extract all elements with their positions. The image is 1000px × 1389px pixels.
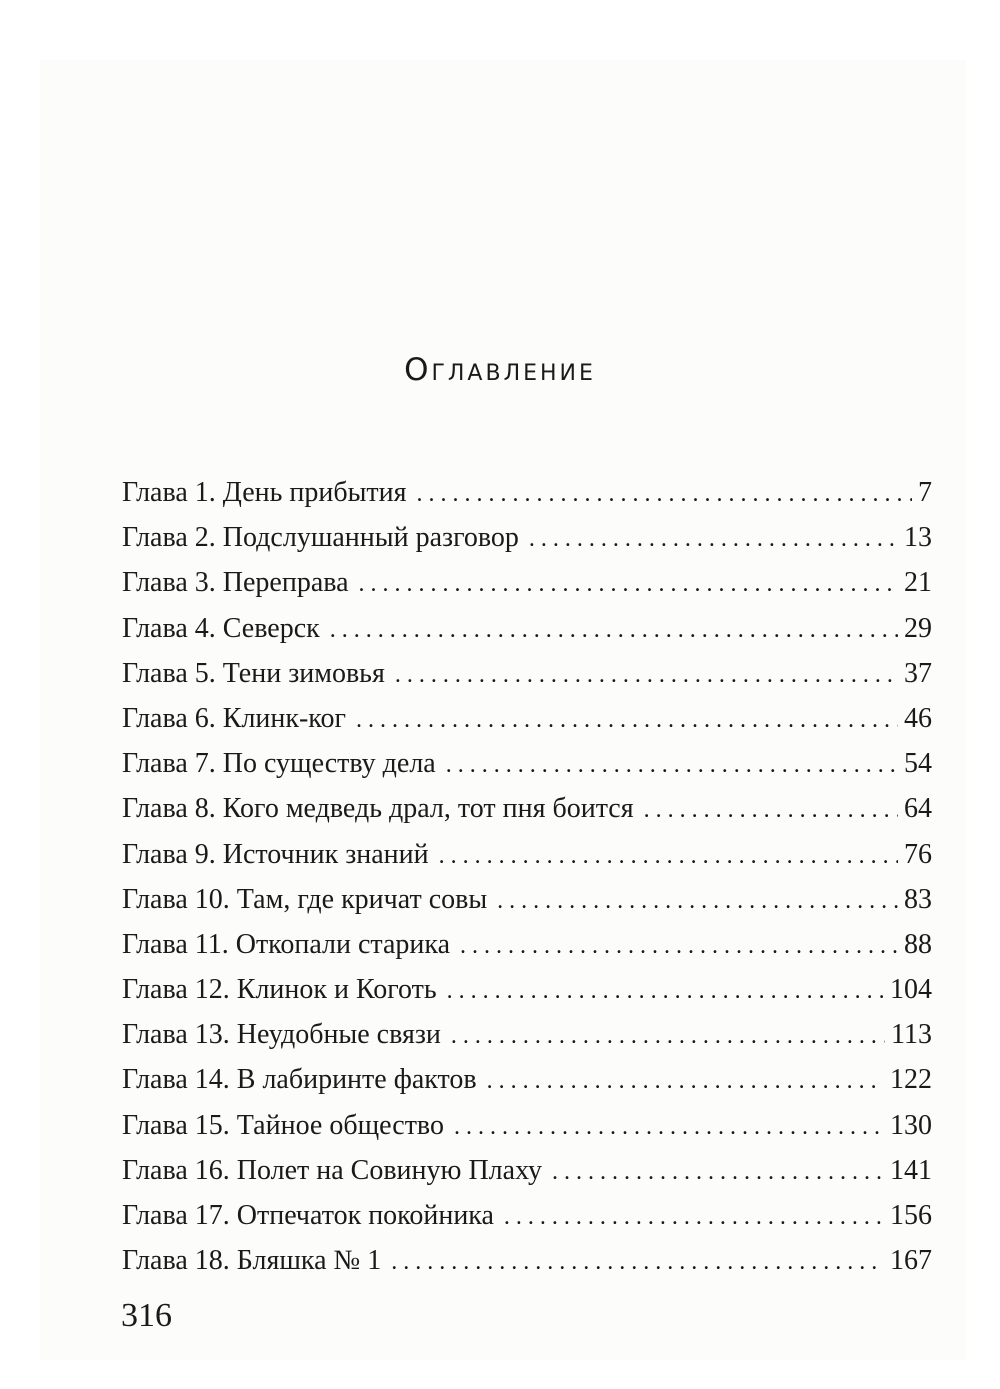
toc-entry-label: Глава 1. День прибытия	[122, 477, 407, 508]
toc-entry	[122, 651, 932, 696]
toc-entry	[122, 832, 932, 877]
toc-entry-page: 88	[904, 928, 932, 960]
toc-entry	[122, 877, 932, 922]
toc-entry	[122, 1103, 932, 1148]
toc-entry	[122, 696, 932, 741]
toc-entry	[122, 1238, 932, 1283]
toc-entry-label: Глава 5. Тени зимовья	[122, 657, 385, 689]
toc-entry-label: Глава 8. Кого медведь драл, тот пня боится	[122, 793, 634, 825]
toc-entry	[122, 1148, 932, 1193]
toc-entry-page: 122	[890, 1064, 932, 1096]
toc-entry-label: Глава 11. Откопали старика	[122, 928, 451, 960]
toc-entry-label: Глава 16. Полет на Совиную Плаху	[122, 1154, 542, 1186]
dot-leader	[529, 517, 898, 562]
toc-entry-page: 54	[904, 748, 932, 780]
dot-leader	[460, 924, 898, 969]
toc-entry-page: 64	[904, 793, 932, 825]
dot-leader	[487, 1059, 884, 1104]
toc-entry	[122, 1193, 932, 1238]
toc-entry	[122, 1012, 932, 1057]
toc-entry-page: 130	[890, 1109, 932, 1141]
dot-leader	[552, 1150, 884, 1195]
page-number: 316	[121, 1297, 172, 1334]
toc-entry-label: Глава 13. Неудобные связи	[122, 1019, 441, 1051]
toc-entry	[122, 786, 932, 831]
dot-leader	[454, 1105, 884, 1150]
toc-entry-page: 156	[890, 1200, 932, 1231]
toc-entry-page: 37	[904, 657, 932, 689]
dot-leader	[446, 743, 898, 788]
dot-leader	[451, 1014, 885, 1059]
toc-entry-page: 167	[890, 1245, 932, 1277]
toc-entry-label: Глава 17. Отпечаток покойника	[122, 1200, 494, 1231]
toc-entry	[122, 560, 932, 605]
table-of-contents	[122, 470, 932, 1283]
toc-entry	[122, 1057, 932, 1102]
toc-entry-page: 29	[904, 612, 932, 644]
toc-entry-page: 141	[890, 1154, 932, 1186]
toc-entry-page: 76	[904, 838, 932, 870]
toc-entry	[122, 606, 932, 651]
toc-entry-label: Глава 2. Подслушанный разговор	[122, 522, 519, 554]
toc-entry-label: Глава 4. Северск	[122, 612, 320, 644]
dot-leader	[356, 698, 898, 743]
toc-entry-label: Глава 15. Тайное общество	[122, 1109, 444, 1141]
toc-entry-label: Глава 3. Переправа	[122, 567, 349, 599]
toc-entry-page: 21	[904, 567, 932, 599]
dot-leader	[644, 788, 898, 833]
page-title: Оглавление	[404, 352, 596, 388]
toc-entry-page: 104	[890, 974, 932, 1006]
toc-entry-label: Глава 9. Источник знаний	[122, 838, 429, 870]
dot-leader	[417, 472, 912, 517]
dot-leader	[439, 834, 898, 879]
toc-entry-label: Глава 14. В лабиринте фактов	[122, 1064, 477, 1096]
dot-leader	[447, 969, 884, 1014]
dot-leader	[391, 1240, 884, 1285]
toc-entry	[122, 922, 932, 967]
toc-entry-label: Глава 7. По существу дела	[122, 748, 436, 780]
toc-entry-page: 13	[904, 522, 932, 554]
toc-entry-label: Глава 10. Там, где кричат совы	[122, 883, 488, 915]
toc-entry-page: 113	[891, 1019, 932, 1051]
toc-entry-page: 46	[904, 702, 932, 734]
toc-entry-label: Глава 18. Бляшка № 1	[122, 1245, 382, 1277]
dot-leader	[330, 608, 898, 653]
toc-entry	[122, 470, 932, 515]
toc-entry	[122, 741, 932, 786]
toc-entry-label: Глава 12. Клинок и Коготь	[122, 974, 437, 1006]
dot-leader	[497, 879, 898, 924]
toc-entry-page: 7	[918, 477, 932, 508]
toc-entry-page: 83	[904, 883, 932, 915]
toc-entry	[122, 515, 932, 560]
dot-leader	[359, 562, 898, 607]
toc-entry	[122, 967, 932, 1012]
dot-leader	[504, 1195, 884, 1240]
dot-leader	[395, 653, 898, 698]
toc-entry-label: Глава 6. Клинк-ког	[122, 702, 346, 734]
